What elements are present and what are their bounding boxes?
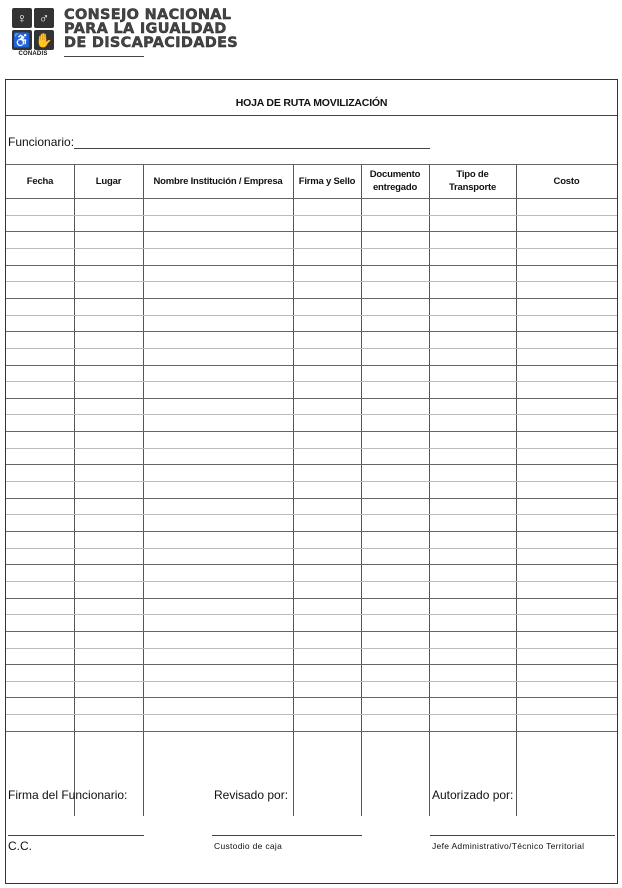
org-line-3: DE DISCAPACIDADES (64, 35, 239, 51)
header-logo (10, 6, 250, 62)
row-subline (6, 714, 617, 715)
row-line (6, 431, 617, 432)
row-line (6, 365, 617, 366)
row-subline (6, 248, 617, 249)
autorizado-por-line[interactable] (430, 835, 615, 836)
row-line (6, 398, 617, 399)
title-divider (6, 115, 617, 116)
firma-funcionario-line[interactable] (8, 835, 144, 836)
row-line (6, 598, 617, 599)
column-divider (143, 164, 144, 816)
row-line (6, 531, 617, 532)
row-subline (6, 414, 617, 415)
row-line (6, 498, 617, 499)
logo-underline (64, 56, 144, 57)
revisado-por-label: Revisado por: (214, 788, 289, 802)
conadis-logo-icon: ♀ ♂ ♿ ✋ CONADIS (10, 6, 56, 58)
organization-name (64, 8, 238, 50)
custodio-caja-label: Custodio de caja (214, 841, 283, 851)
row-line (6, 464, 617, 465)
column-header-fecha: Fecha (26, 175, 54, 187)
row-subline (6, 481, 617, 482)
row-subline (6, 381, 617, 382)
revisado-por-line[interactable] (212, 835, 362, 836)
route-sheet-form (5, 79, 618, 884)
column-header-lugar: Lugar (95, 175, 122, 187)
row-subline (6, 281, 617, 282)
funcionario-label: Funcionario: (8, 135, 75, 149)
row-subline (6, 681, 617, 682)
column-divider (429, 164, 430, 816)
row-line (6, 697, 617, 698)
column-header-firma-sello: Firma y Sello (298, 175, 356, 187)
column-header-documento: Documento entregado (369, 169, 421, 193)
row-line (6, 664, 617, 665)
column-header-institucion: Nombre Institución / Empresa (153, 175, 283, 187)
form-title: HOJA DE RUTA MOVILIZACIÓN (235, 97, 388, 109)
row-line (6, 198, 617, 199)
route-table (6, 164, 617, 816)
row-line (6, 164, 617, 165)
row-line (6, 331, 617, 332)
row-subline (6, 614, 617, 615)
column-divider (74, 164, 75, 816)
row-line (6, 265, 617, 266)
row-line (6, 564, 617, 565)
org-line-1: CONSEJO NACIONAL (64, 7, 232, 23)
org-line-2: PARA LA IGUALDAD (64, 21, 227, 37)
logo-word: CONADIS (18, 51, 48, 57)
row-line (6, 298, 617, 299)
row-line (6, 731, 617, 732)
column-divider (516, 164, 517, 816)
row-subline (6, 448, 617, 449)
column-header-costo: Costo (553, 175, 580, 187)
firma-funcionario-label: Firma del Funcionario: (8, 788, 128, 802)
row-subline (6, 514, 617, 515)
column-divider (293, 164, 294, 816)
funcionario-field[interactable] (74, 148, 430, 149)
row-subline (6, 215, 617, 216)
row-subline (6, 315, 617, 316)
row-subline (6, 548, 617, 549)
row-subline (6, 648, 617, 649)
column-divider (361, 164, 362, 816)
row-line (6, 631, 617, 632)
row-line (6, 231, 617, 232)
jefe-administrativo-label: Jefe Administrativo/Técnico Territorial (432, 841, 585, 851)
column-header-transporte: Tipo de Transporte (448, 169, 497, 193)
row-subline (6, 581, 617, 582)
cc-label: C.C. (8, 839, 32, 853)
row-subline (6, 348, 617, 349)
autorizado-por-label: Autorizado por: (432, 788, 514, 802)
